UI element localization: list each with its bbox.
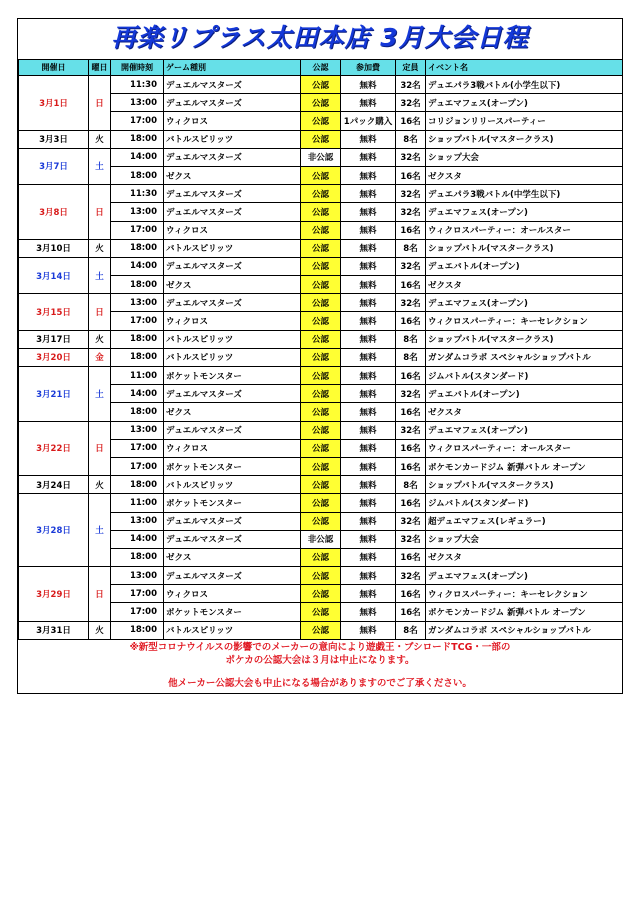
event-time: 18:00	[111, 166, 164, 184]
event-time: 17:00	[111, 585, 164, 603]
game-type: ポケットモンスター	[164, 367, 301, 385]
entry-fee: 無料	[341, 421, 396, 439]
table-row	[19, 421, 623, 439]
official-status: 公認	[301, 421, 341, 439]
event-time: 13:00	[111, 203, 164, 221]
notice	[18, 641, 622, 690]
game-type: デュエルマスターズ	[164, 385, 301, 403]
game-type: デュエルマスターズ	[164, 76, 301, 94]
capacity: 16名	[396, 312, 426, 330]
event-name: ポケモンカードジム 新弾バトル オープン	[426, 457, 623, 475]
capacity: 16名	[396, 276, 426, 294]
entry-fee: 無料	[341, 312, 396, 330]
official-status: 公認	[301, 294, 341, 312]
event-day: 金	[89, 348, 111, 366]
event-date: 3月7日	[19, 148, 89, 184]
game-type: バトルスピリッツ	[164, 348, 301, 366]
event-name: ショップバトル(マスタークラス)	[426, 476, 623, 494]
entry-fee: 無料	[341, 403, 396, 421]
official-status: 公認	[301, 94, 341, 112]
official-status: 公認	[301, 221, 341, 239]
event-day: 土	[89, 367, 111, 422]
table-row	[19, 239, 623, 257]
header-event: イベント名	[426, 60, 623, 76]
game-type: デュエルマスターズ	[164, 148, 301, 166]
table-row	[19, 330, 623, 348]
table-row	[19, 621, 623, 639]
entry-fee: 無料	[341, 603, 396, 621]
header-official: 公認	[301, 60, 341, 76]
event-time: 13:00	[111, 421, 164, 439]
event-day: 火	[89, 239, 111, 257]
table-header-row	[19, 60, 623, 76]
table-row	[19, 567, 623, 585]
event-day: 日	[89, 294, 111, 330]
capacity: 32名	[396, 185, 426, 203]
game-type: ゼクス	[164, 403, 301, 421]
game-type: バトルスピリッツ	[164, 476, 301, 494]
event-date: 3月10日	[19, 239, 89, 257]
event-date: 3月28日	[19, 494, 89, 567]
event-name: ショップ大会	[426, 148, 623, 166]
capacity: 32名	[396, 421, 426, 439]
official-status: 公認	[301, 76, 341, 94]
capacity: 8名	[396, 476, 426, 494]
event-name: デュエマフェス(オープン)	[426, 294, 623, 312]
capacity: 32名	[396, 385, 426, 403]
event-time: 11:00	[111, 494, 164, 512]
event-time: 13:00	[111, 567, 164, 585]
capacity: 16名	[396, 112, 426, 130]
official-status: 公認	[301, 185, 341, 203]
event-name: ショップバトル(マスタークラス)	[426, 239, 623, 257]
official-status: 公認	[301, 348, 341, 366]
game-type: ウィクロス	[164, 221, 301, 239]
event-name: ウィクロスパーティー：オールスター	[426, 439, 623, 457]
event-name: ゼクスタ	[426, 403, 623, 421]
game-type: ゼクス	[164, 276, 301, 294]
official-status: 公認	[301, 621, 341, 639]
event-name: ウィクロスパーティー：オールスター	[426, 221, 623, 239]
event-time: 17:00	[111, 457, 164, 475]
game-type: ゼクス	[164, 548, 301, 566]
official-status: 公認	[301, 276, 341, 294]
event-time: 18:00	[111, 330, 164, 348]
event-date: 3月3日	[19, 130, 89, 148]
official-status: 公認	[301, 457, 341, 475]
event-name: 超デュエマフェス(レギュラー)	[426, 512, 623, 530]
capacity: 32名	[396, 512, 426, 530]
entry-fee: 無料	[341, 367, 396, 385]
official-status: 公認	[301, 130, 341, 148]
capacity: 8名	[396, 348, 426, 366]
capacity: 32名	[396, 567, 426, 585]
official-status: 非公認	[301, 530, 341, 548]
event-time: 14:00	[111, 148, 164, 166]
event-day: 日	[89, 185, 111, 240]
entry-fee: 無料	[341, 494, 396, 512]
event-time: 11:30	[111, 76, 164, 94]
capacity: 32名	[396, 148, 426, 166]
game-type: ポケットモンスター	[164, 603, 301, 621]
notice-line-3: 他メーカー公認大会も中止になる場合がありますのでご了承ください。	[168, 678, 472, 689]
event-date: 3月14日	[19, 257, 89, 293]
page-title: 再楽リプラス太田本店 3月大会日程	[111, 23, 529, 52]
official-status: 非公認	[301, 148, 341, 166]
event-date: 3月22日	[19, 421, 89, 476]
header-fee: 参加費	[341, 60, 396, 76]
game-type: デュエルマスターズ	[164, 203, 301, 221]
event-time: 17:00	[111, 221, 164, 239]
event-time: 13:00	[111, 294, 164, 312]
official-status: 公認	[301, 603, 341, 621]
capacity: 32名	[396, 530, 426, 548]
game-type: バトルスピリッツ	[164, 130, 301, 148]
event-time: 18:00	[111, 348, 164, 366]
event-date: 3月1日	[19, 76, 89, 131]
entry-fee: 無料	[341, 439, 396, 457]
event-name: デュエマフェス(オープン)	[426, 94, 623, 112]
event-name: ショップバトル(マスタークラス)	[426, 130, 623, 148]
table-row	[19, 476, 623, 494]
event-date: 3月21日	[19, 367, 89, 422]
event-time: 14:00	[111, 530, 164, 548]
event-name: ガンダムコラボ スペシャルショップバトル	[426, 348, 623, 366]
entry-fee: 無料	[341, 166, 396, 184]
entry-fee: 無料	[341, 130, 396, 148]
event-name: デュエバトル(オープン)	[426, 385, 623, 403]
header-time: 開催時刻	[111, 60, 164, 76]
game-type: デュエルマスターズ	[164, 530, 301, 548]
event-date: 3月29日	[19, 567, 89, 622]
event-time: 18:00	[111, 276, 164, 294]
schedule-body	[19, 76, 623, 640]
event-date: 3月8日	[19, 185, 89, 240]
game-type: バトルスピリッツ	[164, 621, 301, 639]
entry-fee: 無料	[341, 221, 396, 239]
capacity: 8名	[396, 130, 426, 148]
capacity: 16名	[396, 166, 426, 184]
game-type: ゼクス	[164, 166, 301, 184]
capacity: 32名	[396, 294, 426, 312]
official-status: 公認	[301, 403, 341, 421]
entry-fee: 無料	[341, 548, 396, 566]
event-day: 火	[89, 330, 111, 348]
capacity: 16名	[396, 603, 426, 621]
event-time: 18:00	[111, 403, 164, 421]
event-day: 日	[89, 76, 111, 131]
event-day: 土	[89, 257, 111, 293]
event-name: ゼクスタ	[426, 548, 623, 566]
event-time: 18:00	[111, 621, 164, 639]
game-type: デュエルマスターズ	[164, 294, 301, 312]
event-time: 17:00	[111, 439, 164, 457]
game-type: デュエルマスターズ	[164, 512, 301, 530]
entry-fee: 無料	[341, 512, 396, 530]
game-type: ウィクロス	[164, 312, 301, 330]
table-row	[19, 494, 623, 512]
event-name: ジムバトル(スタンダード)	[426, 367, 623, 385]
game-type: デュエルマスターズ	[164, 257, 301, 275]
capacity: 16名	[396, 457, 426, 475]
official-status: 公認	[301, 312, 341, 330]
schedule-frame	[17, 18, 623, 694]
event-name: ゼクスタ	[426, 276, 623, 294]
capacity: 16名	[396, 221, 426, 239]
entry-fee: 1パック購入	[341, 112, 396, 130]
schedule-table	[18, 59, 623, 640]
entry-fee: 無料	[341, 385, 396, 403]
official-status: 公認	[301, 585, 341, 603]
game-type: ウィクロス	[164, 112, 301, 130]
event-time: 13:00	[111, 512, 164, 530]
game-type: デュエルマスターズ	[164, 567, 301, 585]
capacity: 16名	[396, 403, 426, 421]
event-day: 火	[89, 130, 111, 148]
entry-fee: 無料	[341, 239, 396, 257]
capacity: 8名	[396, 621, 426, 639]
event-name: デュエマフェス(オープン)	[426, 203, 623, 221]
capacity: 8名	[396, 239, 426, 257]
event-time: 14:00	[111, 257, 164, 275]
official-status: 公認	[301, 548, 341, 566]
official-status: 公認	[301, 166, 341, 184]
capacity: 16名	[396, 367, 426, 385]
event-day: 火	[89, 476, 111, 494]
official-status: 公認	[301, 439, 341, 457]
entry-fee: 無料	[341, 457, 396, 475]
entry-fee: 無料	[341, 330, 396, 348]
capacity: 32名	[396, 257, 426, 275]
game-type: デュエルマスターズ	[164, 185, 301, 203]
entry-fee: 無料	[341, 294, 396, 312]
event-name: デュエパラ3戦バトル(中学生以下)	[426, 185, 623, 203]
game-type: ポケットモンスター	[164, 457, 301, 475]
table-row	[19, 130, 623, 148]
event-date: 3月31日	[19, 621, 89, 639]
official-status: 公認	[301, 112, 341, 130]
event-name: ガンダムコラボ スペシャルショップバトル	[426, 621, 623, 639]
event-name: ゼクスタ	[426, 166, 623, 184]
event-name: コリジョンリリースパーティー	[426, 112, 623, 130]
event-name: デュエマフェス(オープン)	[426, 421, 623, 439]
event-day: 土	[89, 494, 111, 567]
entry-fee: 無料	[341, 276, 396, 294]
entry-fee: 無料	[341, 257, 396, 275]
entry-fee: 無料	[341, 185, 396, 203]
capacity: 16名	[396, 439, 426, 457]
header-date: 開催日	[19, 60, 89, 76]
event-date: 3月17日	[19, 330, 89, 348]
notice-line-2: ポケカの公認大会は３月は中止になります。	[225, 655, 415, 666]
official-status: 公認	[301, 567, 341, 585]
entry-fee: 無料	[341, 148, 396, 166]
event-name: ウィクロスパーティー：キーセレクション	[426, 585, 623, 603]
event-time: 18:00	[111, 130, 164, 148]
event-time: 11:30	[111, 185, 164, 203]
event-day: 火	[89, 621, 111, 639]
event-name: デュエパラ3戦バトル(小学生以下)	[426, 76, 623, 94]
table-row	[19, 76, 623, 94]
official-status: 公認	[301, 494, 341, 512]
entry-fee: 無料	[341, 621, 396, 639]
event-name: デュエバトル(オープン)	[426, 257, 623, 275]
official-status: 公認	[301, 257, 341, 275]
entry-fee: 無料	[341, 530, 396, 548]
event-day: 日	[89, 567, 111, 622]
capacity: 32名	[396, 76, 426, 94]
table-row	[19, 348, 623, 366]
table-row	[19, 367, 623, 385]
table-row	[19, 148, 623, 166]
official-status: 公認	[301, 512, 341, 530]
official-status: 公認	[301, 476, 341, 494]
entry-fee: 無料	[341, 203, 396, 221]
game-type: バトルスピリッツ	[164, 330, 301, 348]
capacity: 16名	[396, 494, 426, 512]
game-type: デュエルマスターズ	[164, 421, 301, 439]
event-time: 17:00	[111, 312, 164, 330]
entry-fee: 無料	[341, 348, 396, 366]
event-date: 3月24日	[19, 476, 89, 494]
entry-fee: 無料	[341, 76, 396, 94]
table-row	[19, 185, 623, 203]
event-name: デュエマフェス(オープン)	[426, 567, 623, 585]
header-day: 曜日	[89, 60, 111, 76]
game-type: バトルスピリッツ	[164, 239, 301, 257]
event-time: 13:00	[111, 94, 164, 112]
official-status: 公認	[301, 330, 341, 348]
capacity: 16名	[396, 548, 426, 566]
header-game: ゲーム種別	[164, 60, 301, 76]
event-day: 土	[89, 148, 111, 184]
capacity: 16名	[396, 585, 426, 603]
event-time: 17:00	[111, 112, 164, 130]
game-type: ポケットモンスター	[164, 494, 301, 512]
capacity: 32名	[396, 203, 426, 221]
table-row	[19, 294, 623, 312]
capacity: 32名	[396, 94, 426, 112]
event-name: ポケモンカードジム 新弾バトル オープン	[426, 603, 623, 621]
event-name: ショップ大会	[426, 530, 623, 548]
official-status: 公認	[301, 203, 341, 221]
event-time: 18:00	[111, 476, 164, 494]
event-time: 18:00	[111, 548, 164, 566]
header-capacity: 定員	[396, 60, 426, 76]
event-name: ウィクロスパーティー：キーセレクション	[426, 312, 623, 330]
entry-fee: 無料	[341, 585, 396, 603]
event-time: 11:00	[111, 367, 164, 385]
event-time: 14:00	[111, 385, 164, 403]
official-status: 公認	[301, 385, 341, 403]
entry-fee: 無料	[341, 567, 396, 585]
entry-fee: 無料	[341, 476, 396, 494]
event-name: ショップバトル(マスタークラス)	[426, 330, 623, 348]
event-time: 17:00	[111, 603, 164, 621]
capacity: 8名	[396, 330, 426, 348]
table-row	[19, 257, 623, 275]
official-status: 公認	[301, 239, 341, 257]
game-type: ウィクロス	[164, 585, 301, 603]
game-type: デュエルマスターズ	[164, 94, 301, 112]
event-day: 日	[89, 421, 111, 476]
event-time: 18:00	[111, 239, 164, 257]
event-name: ジムバトル(スタンダード)	[426, 494, 623, 512]
event-date: 3月20日	[19, 348, 89, 366]
event-date: 3月15日	[19, 294, 89, 330]
notice-line-1: ※新型コロナウイルスの影響でのメーカーの意向により遊戯王・ブシロードTCG・一部の	[129, 642, 511, 653]
official-status: 公認	[301, 367, 341, 385]
game-type: ウィクロス	[164, 439, 301, 457]
entry-fee: 無料	[341, 94, 396, 112]
